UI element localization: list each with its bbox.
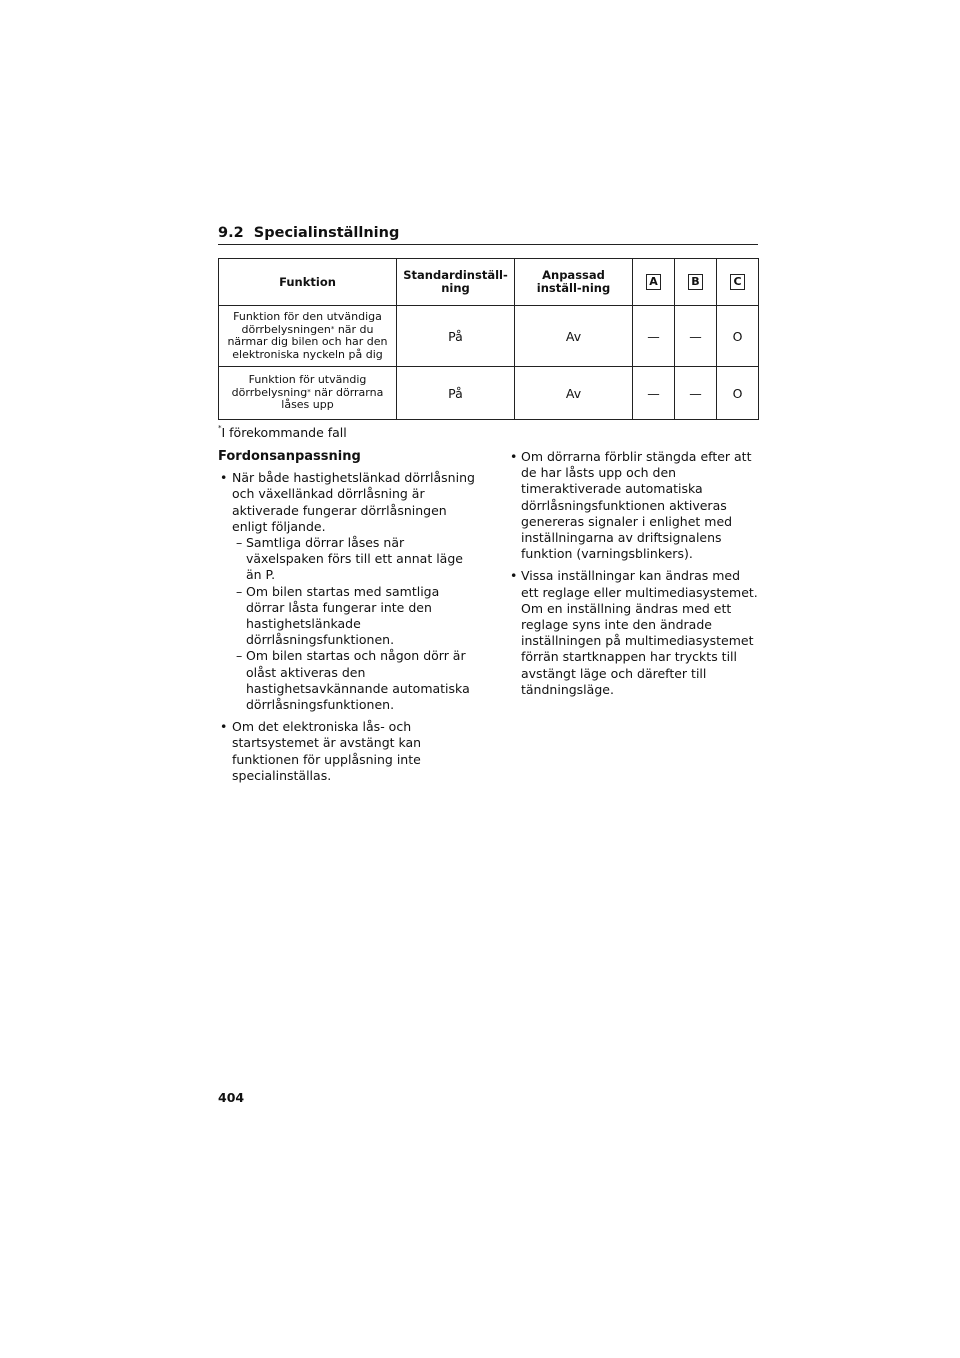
list-item-text: När både hastighetslänkad dörrlåsning och växellänkad dörrlåsning är aktiverade fungerar dörrlåsningen enligt följande. <box>232 470 475 534</box>
cell-c: O <box>717 367 759 420</box>
table-header-row <box>219 259 759 306</box>
cell-b: — <box>675 367 717 420</box>
list-item <box>218 470 480 713</box>
bullet-mark: • <box>220 470 228 486</box>
header-anpassad: Anpassad inställ-ning <box>515 259 633 306</box>
table-footnote <box>218 425 347 440</box>
left-column <box>218 449 480 789</box>
header-c <box>717 259 759 306</box>
settings-table <box>218 258 759 420</box>
cell-standard: På <box>397 367 515 420</box>
subsection-heading: Fordonsanpassning <box>218 449 361 464</box>
sub-item-text: Om bilen startas med samtliga dörrar låsta fungerar inte den hastighetslänkade dörrlåsningsfunktionen. <box>246 583 440 648</box>
list-item <box>508 449 760 562</box>
dash-mark: – <box>236 648 243 664</box>
sub-list-item <box>218 584 480 649</box>
cell-c: O <box>717 306 759 367</box>
list-item-text: Om det elektroniska lås- och startsystemet är avstängt kan funktionen för upplåsning inte specialinställas. <box>232 719 422 783</box>
list-item <box>508 568 760 698</box>
bullet-mark: • <box>510 449 518 464</box>
list-item <box>218 719 480 784</box>
func-text: Funktion för utvändig dörrbelysning <box>231 373 367 399</box>
dash-mark: – <box>236 535 243 551</box>
list-item-text: Vissa inställningar kan ändras med ett reglage eller multimediasystemet. Om en inställning ändras med ett reglage syns inte den ändrade inställningen på multimediasystemet förrän startknappen har tryckts till avstängt läge och därefter till tändningsläge. <box>521 568 758 697</box>
cell-standard: På <box>397 306 515 367</box>
cell-anpassad: Av <box>515 306 633 367</box>
section-number: 9.2 <box>218 225 244 241</box>
cell-a: — <box>633 306 675 367</box>
cell-a: — <box>633 367 675 420</box>
bullet-mark: • <box>220 719 228 735</box>
page-number: 404 <box>218 1090 245 1105</box>
header-standard: Standardinställ-ning <box>397 259 515 306</box>
sub-list-item <box>218 535 480 584</box>
header-b <box>675 259 717 306</box>
func-text: Funktion för den utvändiga dörrbelysningen <box>233 310 382 336</box>
footnote-marker: * <box>307 387 311 396</box>
label-a-box: A <box>646 274 661 290</box>
section-title <box>218 225 399 241</box>
footnote-marker: * <box>330 324 335 333</box>
list-item-text: Om dörrarna förblir stängda efter att de har låsts upp och den timeraktiverade automatiska dörrlåsningsfunktionen aktiveras genereras signaler i enlighet med inställningarna av driftsignalens funktion (varningsblinkers). <box>521 449 752 562</box>
bullet-mark: • <box>510 568 518 584</box>
sub-list-item <box>218 648 480 713</box>
table-row <box>219 367 759 420</box>
cell-anpassad: Av <box>515 367 633 420</box>
func-text-cont: när dörrarna låses upp <box>281 385 384 412</box>
dash-mark: – <box>236 583 243 599</box>
header-a <box>633 259 675 306</box>
sub-item-text: Om bilen startas och någon dörr är olåst aktiveras den hastighetsavkännande automatiska dörrlåsningsfunktionen. <box>246 648 470 713</box>
section-name: Specialinställning <box>253 225 400 241</box>
label-c-box: C <box>730 274 745 290</box>
right-column <box>508 449 760 704</box>
sub-item-text: Samtliga dörrar låses när växelspaken förs till ett annat läge än P. <box>246 535 463 583</box>
footnote-star: * <box>218 424 222 432</box>
table-row <box>219 306 759 367</box>
label-b-box: B <box>688 274 703 290</box>
func-text-cont: när du närmar dig bilen och har den elektroniska nyckeln på dig <box>227 322 388 361</box>
cell-funktion <box>219 367 397 420</box>
section-divider <box>218 244 758 245</box>
header-funktion: Funktion <box>219 259 397 306</box>
cell-b: — <box>675 306 717 367</box>
cell-funktion <box>219 306 397 367</box>
footnote-text: I förekommande fall <box>221 425 347 440</box>
